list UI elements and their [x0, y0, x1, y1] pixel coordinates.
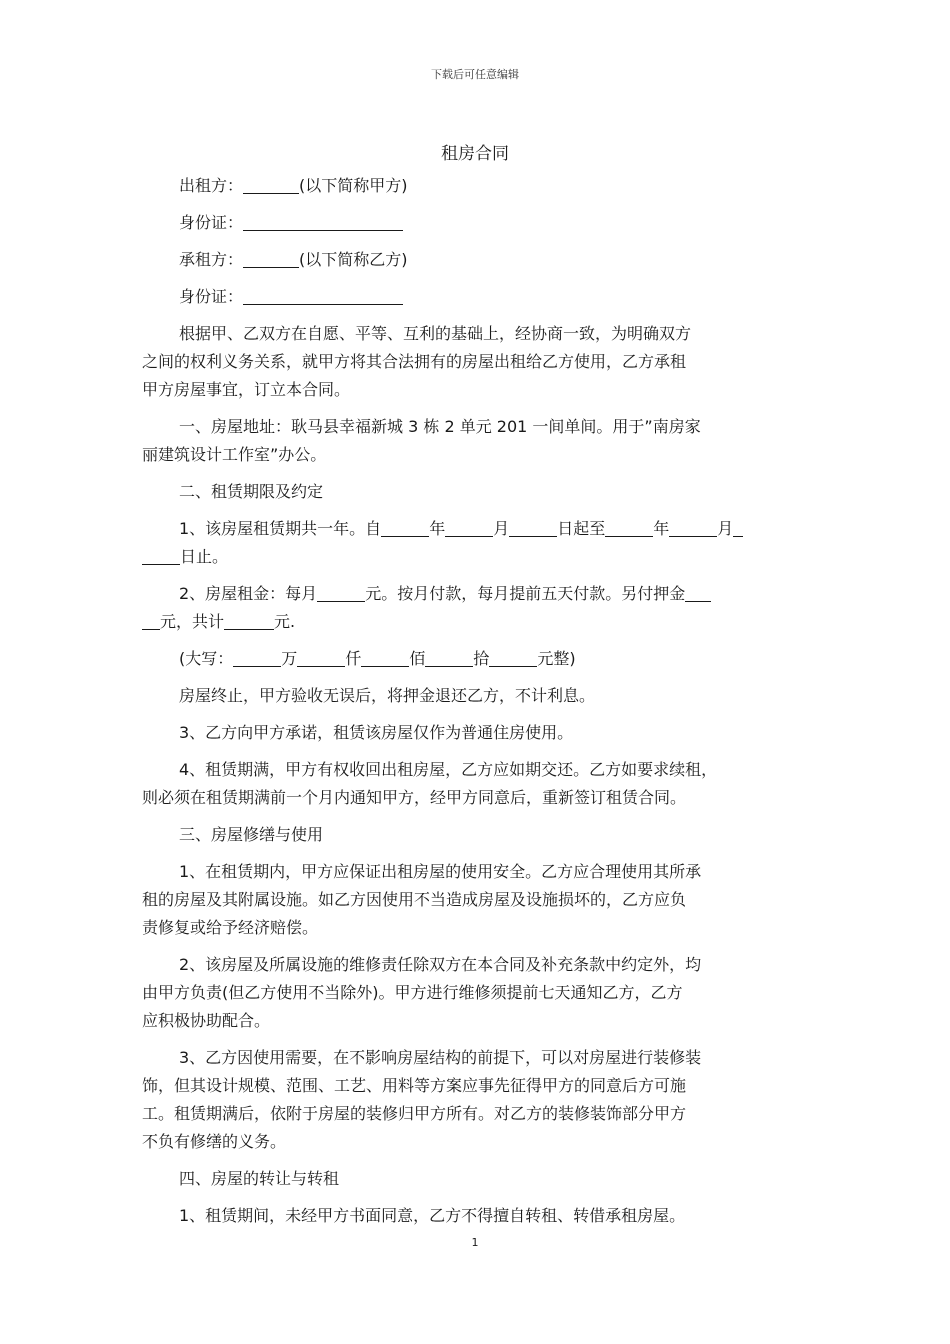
- end-day-blank-a[interactable]: [733, 519, 743, 537]
- lessee-name-blank[interactable]: [243, 250, 299, 268]
- intro-paragraph: [142, 320, 804, 404]
- text-span: 日止。: [180, 547, 229, 566]
- lease-term-clause: [142, 515, 804, 571]
- end-day-blank-b[interactable]: [142, 547, 180, 565]
- maintenance-clause-2: [142, 951, 804, 1035]
- rent-line: [142, 580, 804, 608]
- text-line: 租的房屋及其附属设施。如乙方因使用不当造成房屋及设施损坏的，乙方应负: [142, 890, 687, 909]
- header-note: 下载后可任意编辑: [431, 68, 519, 81]
- rent-clause: [142, 580, 804, 636]
- text-span: 仟: [345, 649, 362, 668]
- section-2-heading: 二、租赁期限及约定: [179, 482, 324, 501]
- lease-term-line-2: [142, 543, 804, 571]
- lessor-suffix: (以下简称甲方): [299, 176, 408, 195]
- lessee-id-label: 身份证：: [179, 287, 244, 306]
- text-span: 拾: [473, 649, 490, 668]
- text-line: 由甲方负责(但乙方使用不当除外)。甲方进行维修须提前七天通知乙方，乙方: [142, 983, 683, 1002]
- monthly-rent-blank[interactable]: [317, 584, 365, 602]
- qian-blank[interactable]: [297, 649, 345, 667]
- text-line: 3、乙方因使用需要，在不影响房屋结构的前提下，可以对房屋进行装修装: [179, 1048, 702, 1067]
- yuan-blank[interactable]: [489, 649, 537, 667]
- section-3-heading: 三、房屋修缮与使用: [179, 825, 324, 844]
- text-line: 不负有修缮的义务。: [142, 1132, 287, 1151]
- maintenance-clause-3: [142, 1044, 804, 1156]
- lessor-id-label: 身份证：: [179, 213, 244, 232]
- bai-blank[interactable]: [361, 649, 409, 667]
- lessor-id-line: [142, 209, 804, 237]
- document-title: 租房合同: [441, 144, 509, 164]
- text-span: 元。按月付款，每月提前五天付款。另付押金: [365, 584, 686, 603]
- lessor-label: 出租方：: [179, 176, 244, 195]
- section-1-address: [142, 413, 804, 469]
- start-day-blank[interactable]: [509, 519, 557, 537]
- lease-term-line: [142, 515, 804, 543]
- text-line: 1、在租赁期内，甲方应保证出租房屋的使用安全。乙方应合理使用其所承: [179, 862, 702, 881]
- text-line: 之间的权利义务关系，就甲方将其合法拥有的房屋出租给乙方使用，乙方承租: [142, 352, 687, 371]
- usage-commitment-line: 3、乙方向甲方承诺，租赁该房屋仅作为普通住房使用。: [179, 723, 574, 742]
- lessee-id-blank[interactable]: [243, 287, 403, 305]
- text-line: 4、租赁期满，甲方有权收回出租房屋，乙方应如期交还。乙方如要求续租，: [179, 760, 718, 779]
- contract-body: [142, 172, 804, 1230]
- lease-expiry-clause: [142, 756, 804, 812]
- lessor-id-blank[interactable]: [243, 213, 403, 231]
- text-line: 应积极协助配合。: [142, 1011, 271, 1030]
- text-line: 根据甲、乙双方在自愿、平等、互利的基础上，经协商一致，为明确双方: [179, 324, 692, 343]
- amount-in-words-line: [142, 645, 804, 673]
- text-line: 工。租赁期满后，依附于房屋的装修归甲方所有。对乙方的装修装饰部分甲方: [142, 1104, 687, 1123]
- text-line: 饰，但其设计规模、范围、工艺、用料等方案应事先征得甲方的同意后方可施: [142, 1076, 687, 1095]
- start-year-blank[interactable]: [381, 519, 429, 537]
- sublease-clause-1: 1、租赁期间，未经甲方书面同意，乙方不得擅自转租、转借承租房屋。: [179, 1206, 686, 1225]
- text-span: 年: [653, 519, 670, 538]
- total-blank[interactable]: [224, 612, 274, 630]
- text-span: 日起至: [557, 519, 606, 538]
- text-span: 2、房屋租金：每月: [179, 584, 318, 603]
- maintenance-clause-1: [142, 858, 804, 942]
- lessee-suffix: (以下简称乙方): [299, 250, 408, 269]
- lessee-label: 承租方：: [179, 250, 244, 269]
- lessee-line: [142, 246, 804, 274]
- text-span: 月: [493, 519, 510, 538]
- deposit-blank-b[interactable]: [142, 612, 160, 630]
- text-span: 佰: [409, 649, 426, 668]
- text-span: 万: [281, 649, 298, 668]
- rent-line-2: [142, 608, 804, 636]
- text-line: 甲方房屋事宜，订立本合同。: [142, 380, 351, 399]
- section-4-heading: 四、房屋的转让与转租: [179, 1169, 340, 1188]
- text-line: 一、房屋地址：耿马县幸福新城 3 栋 2 单元 201 一间单间。用于”南房家: [179, 417, 701, 436]
- text-line: 2、该房屋及所属设施的维修责任除双方在本合同及补充条款中约定外，均: [179, 955, 702, 974]
- page-number: 1: [471, 1236, 479, 1249]
- end-year-blank[interactable]: [605, 519, 653, 537]
- wan-blank[interactable]: [233, 649, 281, 667]
- start-month-blank[interactable]: [445, 519, 493, 537]
- shi-blank[interactable]: [425, 649, 473, 667]
- lessor-line: [142, 172, 804, 200]
- text-span: 1、该房屋租赁期共一年。自: [179, 519, 382, 538]
- lessor-name-blank[interactable]: [243, 176, 299, 194]
- text-span: 元整): [537, 649, 576, 668]
- text-span: (大写：: [179, 649, 234, 668]
- text-line: 丽建筑设计工作室”办公。: [142, 445, 327, 464]
- lessee-id-line: [142, 283, 804, 311]
- deposit-return-line: 房屋终止，甲方验收无误后，将押金退还乙方，不计利息。: [179, 686, 596, 705]
- text-span: 年: [429, 519, 446, 538]
- deposit-blank-a[interactable]: [685, 584, 711, 602]
- end-month-blank[interactable]: [669, 519, 717, 537]
- text-span: 元.: [274, 612, 296, 631]
- text-span: 月: [717, 519, 734, 538]
- text-span: 元，共计: [160, 612, 225, 631]
- text-line: 责修复或给予经济赔偿。: [142, 918, 319, 937]
- text-line: 则必须在租赁期满前一个月内通知甲方，经甲方同意后，重新签订租赁合同。: [142, 788, 687, 807]
